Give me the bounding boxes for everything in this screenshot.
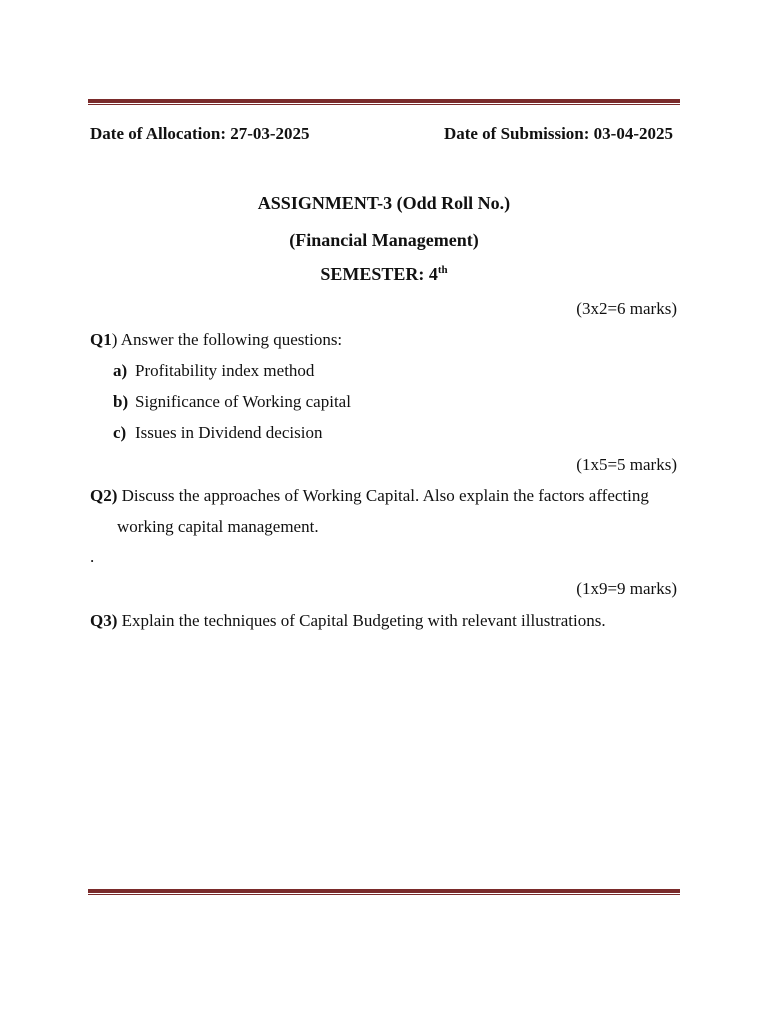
item-label: c) [113, 423, 127, 442]
assignment-title: ASSIGNMENT-3 (Odd Roll No.) [257, 193, 511, 213]
q2-number: Q2) [90, 486, 118, 505]
q1-item-c [113, 423, 322, 443]
q1-text: ) Answer the following questions: [111, 330, 343, 349]
stray-dot: . [90, 547, 95, 566]
semester-label: SEMESTER: 4 [320, 264, 438, 284]
q3-number: Q3) [90, 611, 118, 630]
subject-title: (Financial Management) [289, 230, 479, 250]
q3-text: Explain the techniques of Capital Budgeting with relevant illustrations. [121, 611, 606, 630]
semester-suffix: th [437, 264, 448, 276]
q1-number: Q1 [90, 330, 112, 349]
allocation-date: Date of Allocation: 27-03-2025 [90, 124, 310, 143]
item-label: a) [113, 361, 128, 380]
submission-date: Date of Submission: 03-04-2025 [443, 124, 673, 143]
q1-item-b [113, 392, 351, 412]
top-divider [88, 99, 680, 105]
q3-marks: (1x9=9 marks) [576, 579, 677, 598]
q2-marks: (1x5=5 marks) [576, 455, 677, 474]
item-text: Issues in Dividend decision [135, 423, 323, 442]
q1-item-a [113, 361, 314, 381]
q2-text-line1: Discuss the approaches of Working Capital. Also explain the factors affecting [121, 486, 649, 505]
q1-marks: (3x2=6 marks) [576, 299, 677, 318]
q3-question [90, 611, 606, 631]
q2-text-line2: working capital management. [117, 517, 319, 536]
bottom-divider [88, 889, 680, 895]
q2-question [90, 486, 649, 506]
semester-title [0, 264, 768, 285]
item-label: b) [113, 392, 129, 411]
item-text: Significance of Working capital [135, 392, 351, 411]
q1-question [90, 330, 342, 350]
item-text: Profitability index method [135, 361, 315, 380]
